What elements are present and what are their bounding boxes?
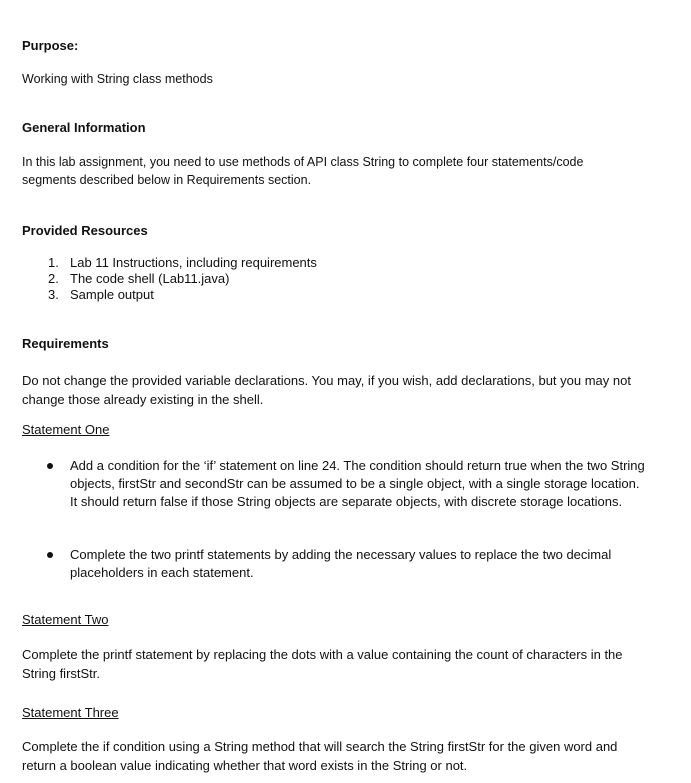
- purpose-text: Working with String class methods: [22, 72, 213, 86]
- list-item: [22, 255, 652, 271]
- purpose-heading: Purpose:: [22, 38, 79, 53]
- statement-three-text: Complete the if condition using a String method that will search the String firstStr for the given word and return a boolean value indicating whether that word exists in the String or not.: [22, 739, 618, 773]
- list-item: [22, 271, 652, 287]
- list-item-number: 2.: [48, 271, 59, 286]
- list-item-text: The code shell (Lab11.java): [70, 271, 230, 286]
- requirements-heading: Requirements: [22, 336, 109, 351]
- bullet-text: Complete the two printf statements by adding the necessary values to replace the two decimal placeholders in each statement.: [70, 547, 612, 580]
- statement-two-title: Statement Two: [22, 612, 109, 627]
- list-item-text: Lab 11 Instructions, including requirements: [70, 255, 317, 270]
- statement-three-title: Statement Three: [22, 705, 119, 720]
- statement-two-text: Complete the printf statement by replacing the dots with a value containing the count of characters in the String firstStr.: [22, 647, 623, 681]
- statement-one-bullets: [22, 457, 652, 511]
- statement-one-bullets-2: [22, 546, 652, 582]
- list-item-number: 1.: [48, 255, 59, 270]
- list-item-number: 3.: [48, 287, 59, 302]
- list-item-text: Sample output: [70, 287, 154, 302]
- provided-resources-heading: Provided Resources: [22, 223, 148, 238]
- list-item: [22, 287, 652, 303]
- resources-list: [22, 255, 652, 303]
- bullet-item: [22, 546, 650, 582]
- statement-one-title: Statement One: [22, 422, 110, 437]
- bullet-icon: [47, 552, 53, 558]
- requirements-intro: Do not change the provided variable declarations. You may, if you wish, add declarations, but you may not change those already existing in the shell.: [22, 373, 631, 407]
- bullet-icon: [47, 463, 53, 469]
- bullet-item: [22, 457, 650, 511]
- general-information-heading: General Information: [22, 120, 146, 135]
- general-information-text: In this lab assignment, you need to use methods of API class String to complete four statements/code segments described below in Requirements section.: [22, 155, 584, 187]
- bullet-text: Add a condition for the ‘if’ statement on line 24. The condition should return true when the two String objects, firstStr and secondStr can be assumed to be a single object, with a single storage location. It should return false if those String objects are separate objects, with discrete storage locations.: [70, 458, 645, 509]
